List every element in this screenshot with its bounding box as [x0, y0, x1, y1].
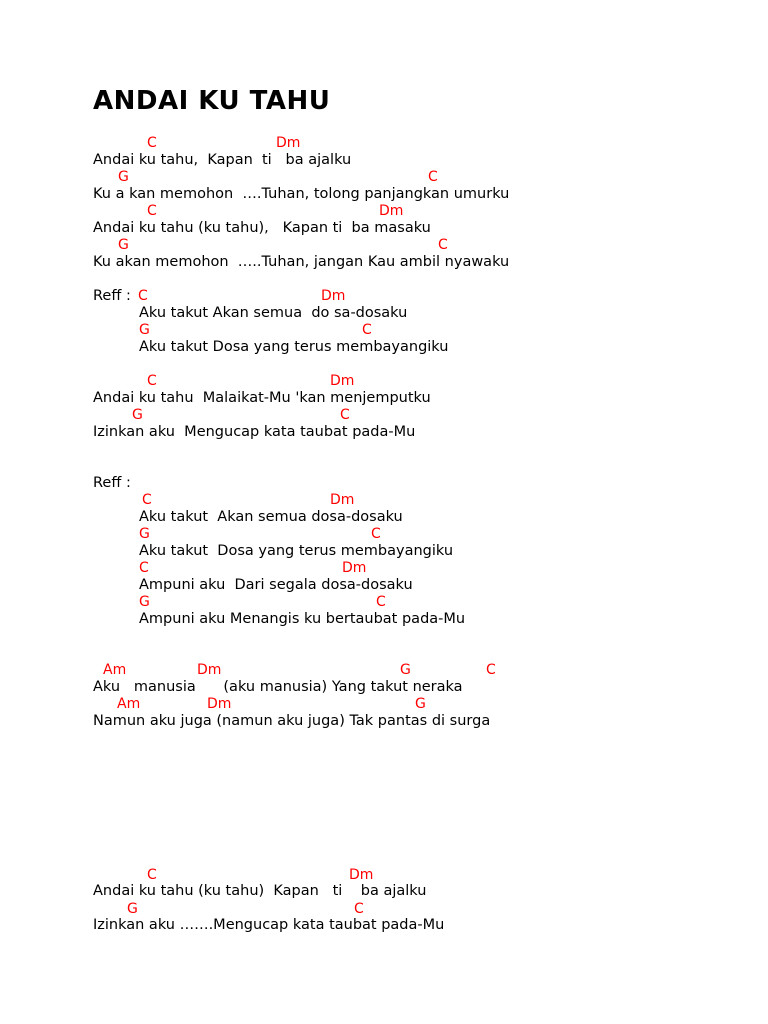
chord: C — [362, 322, 372, 338]
lyric-line: Namun aku juga (namun aku juga) Tak pantas di surga — [93, 713, 491, 729]
lyric-line: Aku manusia (aku manusia) Yang takut neraka — [93, 679, 463, 695]
lyric-line: Ku a kan memohon ….Tuhan, tolong panjangkan umurku — [93, 186, 510, 202]
chord: C — [139, 560, 149, 576]
chord: G — [400, 662, 411, 678]
chord: C — [138, 288, 148, 304]
chord: G — [118, 237, 129, 253]
reff-label: Reff : — [93, 288, 131, 304]
lyric-line: Andai ku tahu, Kapan ti ba ajalku — [93, 152, 352, 168]
lyric-line: Andai ku tahu Malaikat-Mu 'kan menjemputku — [93, 390, 431, 406]
chord: Dm — [321, 288, 346, 304]
chord: C — [376, 594, 386, 610]
chord: Dm — [379, 203, 404, 219]
chord: Am — [117, 696, 141, 712]
lyric-line: Ku akan memohon …..Tuhan, jangan Kau ambil nyawaku — [93, 254, 510, 270]
chord: Dm — [276, 135, 301, 151]
chord: C — [371, 526, 381, 542]
chord: G — [139, 594, 150, 610]
lyric-line: Aku takut Dosa yang terus membayangiku — [139, 543, 454, 559]
lyric-line: Aku takut Dosa yang terus membayangiku — [139, 339, 449, 355]
chord: C — [340, 407, 350, 423]
chord: Dm — [330, 492, 355, 508]
song-title: ANDAI KU TAHU — [93, 86, 331, 116]
chord: C — [147, 373, 157, 389]
reff-label: Reff : — [93, 475, 131, 491]
chord: Dm — [207, 696, 232, 712]
chord: Dm — [349, 867, 374, 883]
lyric-line: Aku takut Akan semua do sa-dosaku — [139, 305, 408, 321]
chord: Dm — [197, 662, 222, 678]
chord: G — [118, 169, 129, 185]
chord: G — [415, 696, 426, 712]
chord: C — [428, 169, 438, 185]
lyric-line: Andai ku tahu (ku tahu), Kapan ti ba masaku — [93, 220, 431, 236]
chord: Dm — [342, 560, 367, 576]
chord: C — [438, 237, 448, 253]
chord: C — [147, 203, 157, 219]
chord: G — [139, 322, 150, 338]
chord: G — [132, 407, 143, 423]
lyric-line: Ampuni aku Dari segala dosa-dosaku — [139, 577, 413, 593]
lyric-line: Izinkan aku Mengucap kata taubat pada-Mu — [93, 424, 416, 440]
chord: C — [147, 867, 157, 883]
chord: G — [139, 526, 150, 542]
chord: Am — [103, 662, 127, 678]
chord: C — [147, 135, 157, 151]
lyric-line: Ampuni aku Menangis ku bertaubat pada-Mu — [139, 611, 466, 627]
lyric-line: Andai ku tahu (ku tahu) Kapan ti ba ajalku — [93, 883, 427, 899]
chord: C — [354, 901, 364, 917]
lyric-line: Izinkan aku …….Mengucap kata taubat pada-Mu — [93, 917, 445, 933]
chord: Dm — [330, 373, 355, 389]
chord: G — [127, 901, 138, 917]
lyric-line: Aku takut Akan semua dosa-dosaku — [139, 509, 403, 525]
chord: C — [142, 492, 152, 508]
chord: C — [486, 662, 496, 678]
